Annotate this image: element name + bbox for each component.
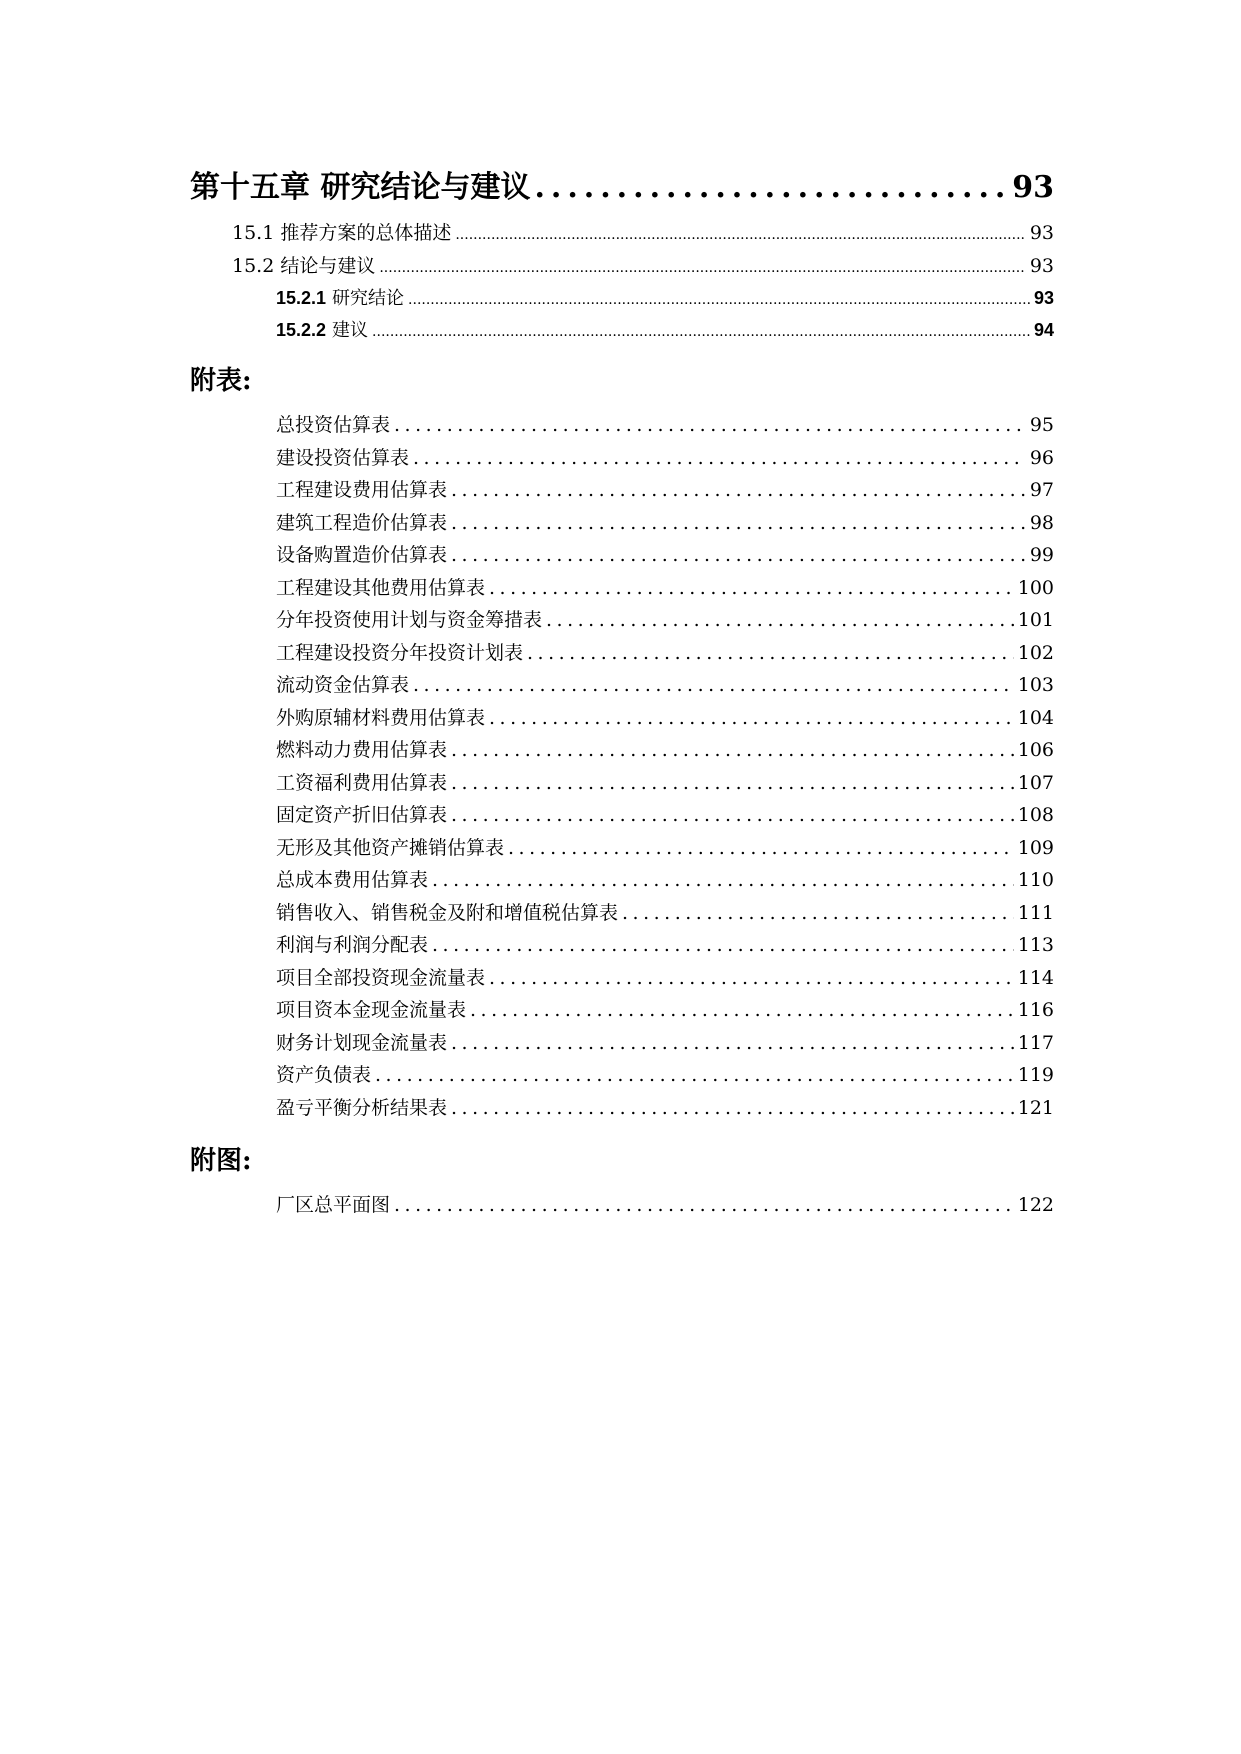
toc-table-entry[interactable] — [276, 833, 1054, 860]
dot-leader — [432, 934, 1014, 956]
toc-table-entry[interactable] — [276, 930, 1054, 957]
dot-leader — [372, 324, 1030, 340]
toc-table-entry[interactable] — [276, 638, 1054, 665]
dot-leader — [489, 707, 1014, 729]
dot-leader — [451, 544, 1026, 566]
table-title: 流动资金估算表 — [276, 674, 410, 696]
table-page-number: 100 — [1017, 577, 1054, 599]
table-title: 建筑工程造价估算表 — [276, 512, 448, 534]
dot-leader — [432, 869, 1014, 891]
subsection-page-number: 93 — [1033, 288, 1054, 308]
subsection-number: 15.2.1 — [276, 288, 327, 308]
dot-leader — [394, 1194, 1014, 1216]
dot-leader — [489, 967, 1014, 989]
toc-table-entry[interactable] — [276, 508, 1054, 535]
table-page-number: 117 — [1017, 1032, 1054, 1054]
toc-table-entry[interactable] — [276, 540, 1054, 567]
table-page-number: 96 — [1029, 447, 1054, 469]
dot-leader — [508, 837, 1014, 859]
figures-heading: 附图: — [190, 1146, 252, 1176]
toc-table-entry[interactable] — [276, 800, 1054, 827]
table-page-number: 95 — [1029, 414, 1054, 436]
toc-table-entry[interactable] — [276, 995, 1054, 1022]
dot-leader — [451, 1097, 1014, 1119]
chapter-title: 第十五章 研究结论与建议 — [190, 170, 531, 205]
dot-leader — [489, 577, 1014, 599]
table-title: 总投资估算表 — [276, 414, 391, 436]
dot-leader — [379, 260, 1025, 276]
subsection-page-number: 94 — [1033, 320, 1054, 340]
table-title: 设备购置造价估算表 — [276, 544, 448, 566]
section-title: 15.2 结论与建议 — [232, 255, 376, 277]
table-title: 固定资产折旧估算表 — [276, 804, 448, 826]
toc-table-entry[interactable] — [276, 703, 1054, 730]
table-page-number: 103 — [1017, 674, 1054, 696]
toc-subsection-entry[interactable] — [276, 316, 1054, 342]
table-page-number: 116 — [1017, 999, 1054, 1021]
toc-table-entry[interactable] — [276, 865, 1054, 892]
dot-leader — [451, 804, 1014, 826]
toc-section-entry[interactable] — [232, 251, 1054, 278]
toc-table-entry[interactable] — [276, 768, 1054, 795]
subsection-number: 15.2.2 — [276, 320, 327, 340]
table-page-number: 119 — [1017, 1064, 1054, 1086]
toc-table-entry[interactable] — [276, 605, 1054, 632]
tables-heading: 附表: — [190, 366, 252, 396]
table-title: 资产负债表 — [276, 1064, 372, 1086]
figure-page-number: 122 — [1017, 1194, 1054, 1216]
table-page-number: 111 — [1017, 902, 1054, 924]
table-page-number: 109 — [1017, 837, 1054, 859]
table-title: 工程建设其他费用估算表 — [276, 577, 486, 599]
dot-leader — [451, 479, 1026, 501]
dot-leader — [413, 447, 1026, 469]
table-page-number: 99 — [1029, 544, 1054, 566]
toc-table-entry[interactable] — [276, 573, 1054, 600]
table-page-number: 102 — [1017, 642, 1054, 664]
table-title: 燃料动力费用估算表 — [276, 739, 448, 761]
toc-table-entry[interactable] — [276, 1028, 1054, 1055]
table-page-number: 107 — [1017, 772, 1054, 794]
toc-table-entry[interactable] — [276, 475, 1054, 502]
table-title: 总成本费用估算表 — [276, 869, 429, 891]
dot-leader — [546, 609, 1014, 631]
toc-table-entry[interactable] — [276, 735, 1054, 762]
toc-table-entry[interactable] — [276, 443, 1054, 470]
dot-leader — [394, 414, 1026, 436]
subsection-title: 建议 — [332, 320, 369, 341]
dot-leader — [622, 902, 1014, 924]
toc-table-entry[interactable] — [276, 898, 1054, 925]
table-page-number: 104 — [1017, 707, 1054, 729]
dot-leader — [527, 642, 1014, 664]
dot-leader — [470, 999, 1014, 1021]
toc-figure-entry[interactable] — [276, 1190, 1054, 1217]
section-page-number: 93 — [1029, 222, 1054, 244]
chapter-page-number: 93 — [1012, 170, 1054, 205]
dot-leader — [451, 1032, 1014, 1054]
table-title: 项目资本金现金流量表 — [276, 999, 467, 1021]
section-title: 15.1 推荐方案的总体描述 — [232, 222, 452, 244]
subsection-title: 研究结论 — [332, 288, 405, 309]
dot-leader — [408, 292, 1030, 308]
table-title: 工程建设费用估算表 — [276, 479, 448, 501]
table-title: 外购原辅材料费用估算表 — [276, 707, 486, 729]
dot-leader — [451, 772, 1014, 794]
dot-leader — [451, 739, 1014, 761]
dot-leader — [413, 674, 1014, 696]
table-title: 项目全部投资现金流量表 — [276, 967, 486, 989]
table-page-number: 101 — [1017, 609, 1054, 631]
table-title: 销售收入、销售税金及附和增值税估算表 — [276, 902, 619, 924]
table-page-number: 106 — [1017, 739, 1054, 761]
toc-table-entry[interactable] — [276, 1093, 1054, 1120]
table-page-number: 110 — [1017, 869, 1054, 891]
table-page-number: 98 — [1029, 512, 1054, 534]
toc-table-entry[interactable] — [276, 1060, 1054, 1087]
table-title: 无形及其他资产摊销估算表 — [276, 837, 505, 859]
table-title: 工程建设投资分年投资计划表 — [276, 642, 524, 664]
section-page-number: 93 — [1029, 255, 1054, 277]
table-page-number: 108 — [1017, 804, 1054, 826]
figure-title: 厂区总平面图 — [276, 1194, 391, 1216]
table-page-number: 114 — [1017, 967, 1054, 989]
toc-chapter-entry[interactable] — [190, 162, 1054, 206]
table-page-number: 121 — [1017, 1097, 1054, 1119]
table-title: 工资福利费用估算表 — [276, 772, 448, 794]
toc-table-entry[interactable] — [276, 410, 1054, 437]
toc-section-entry[interactable] — [232, 218, 1054, 245]
table-page-number: 113 — [1017, 934, 1054, 956]
dot-leader — [534, 170, 1008, 205]
toc-table-entry[interactable] — [276, 670, 1054, 697]
table-page-number: 97 — [1029, 479, 1054, 501]
table-title: 分年投资使用计划与资金筹措表 — [276, 609, 543, 631]
toc-table-entry[interactable] — [276, 963, 1054, 990]
toc-subsection-entry[interactable] — [276, 284, 1054, 310]
table-title: 财务计划现金流量表 — [276, 1032, 448, 1054]
dot-leader — [451, 512, 1026, 534]
table-title: 建设投资估算表 — [276, 447, 410, 469]
dot-leader — [375, 1064, 1014, 1086]
table-title: 盈亏平衡分析结果表 — [276, 1097, 448, 1119]
dot-leader — [455, 227, 1025, 243]
table-title: 利润与利润分配表 — [276, 934, 429, 956]
